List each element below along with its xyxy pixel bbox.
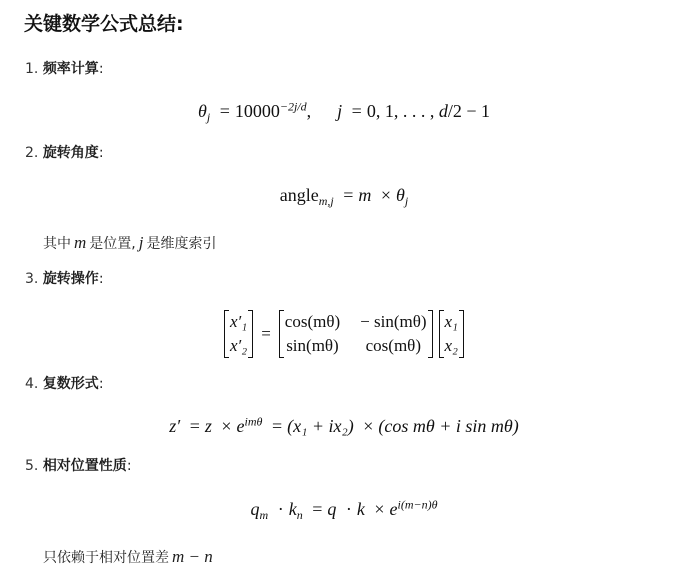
times-sign: ×	[363, 416, 374, 436]
rotation-matrix-formula	[0, 309, 688, 359]
subscript: m	[259, 508, 269, 523]
note-text: 是位置,	[89, 236, 136, 252]
matrix-cell: x₁	[444, 312, 458, 331]
note-variable: m	[74, 233, 87, 252]
item-5-label	[25, 455, 132, 475]
rotation-factor: (cos mθ + i sin mθ)	[378, 416, 519, 436]
matrix-cell: − sin(mθ)	[360, 312, 427, 331]
item-title: 旋转操作	[42, 271, 99, 287]
equals-sign: =	[312, 499, 323, 519]
matrix-cell: x′₁	[230, 312, 248, 331]
key-variable: k	[288, 499, 297, 519]
output-variable: z′	[169, 416, 181, 436]
equals-sign: =	[219, 101, 230, 121]
item-5-note	[43, 547, 216, 567]
item-colon: :	[98, 376, 104, 392]
equals-sign: =	[343, 185, 354, 205]
subscript: j	[404, 194, 409, 209]
note-text: 是维度索引	[146, 236, 217, 252]
dimension-variable: d	[438, 101, 448, 121]
equals-sign: =	[271, 416, 283, 436]
exponent: i(m−n)θ	[397, 497, 438, 512]
item-number: 3.	[25, 271, 39, 287]
item-title: 旋转角度	[42, 145, 99, 161]
item-title: 相对位置性质	[42, 458, 127, 474]
item-1-label	[25, 58, 104, 78]
index-variable: j	[337, 101, 343, 121]
position-variable: m	[358, 185, 372, 205]
item-number: 1.	[25, 61, 39, 77]
index-range: 0, 1, . . . ,	[366, 101, 439, 121]
item-colon: :	[98, 145, 104, 161]
key-variable: k	[356, 499, 365, 519]
subscript: m,j	[318, 194, 334, 209]
item-colon: :	[98, 61, 104, 77]
item-2-note	[43, 233, 216, 253]
exponent: −2j/d	[279, 99, 307, 114]
theta-symbol: θ	[396, 185, 405, 205]
angle-word: angle	[279, 185, 319, 205]
note-text: 只依赖于相对位置差	[43, 550, 169, 566]
rotation-angle-formula	[0, 185, 688, 209]
euler-e: e	[389, 499, 398, 519]
note-text: 其中	[43, 236, 71, 252]
rotation-matrix	[279, 309, 433, 359]
item-colon: :	[126, 458, 132, 474]
item-title: 复数形式	[42, 376, 99, 392]
output-vector	[224, 309, 253, 359]
item-number: 2.	[25, 145, 39, 161]
equals-sign: =	[261, 324, 271, 343]
matrix-cell: x₂	[444, 336, 458, 355]
input-variable: z	[204, 416, 212, 436]
item-4-label	[25, 373, 104, 393]
item-colon: :	[98, 271, 104, 287]
frequency-formula	[0, 99, 688, 125]
input-vector	[439, 309, 464, 359]
item-number: 5.	[25, 458, 39, 474]
theta-symbol: θ	[198, 101, 207, 121]
matrix-cell: cos(mθ)	[284, 312, 341, 331]
item-2-label	[25, 142, 104, 162]
euler-e: e	[236, 416, 245, 436]
page-heading: 关键数学公式总结:	[24, 13, 184, 35]
exponent: imθ	[244, 414, 263, 429]
separator: ,	[306, 101, 312, 121]
query-variable: q	[250, 499, 260, 519]
dot-operator: ·	[277, 499, 284, 519]
complex-form-formula	[0, 416, 688, 437]
item-3-label	[25, 268, 104, 288]
base-value: 10000	[234, 101, 280, 121]
matrix-cell: x′₂	[230, 336, 248, 355]
relative-position-formula	[0, 497, 688, 523]
range-tail: /2 − 1	[447, 101, 490, 121]
complex-pair: (x₁ + ix₂)	[287, 416, 354, 436]
equals-sign: =	[351, 101, 362, 121]
equals-sign: =	[189, 416, 200, 436]
note-variable: j	[138, 233, 144, 252]
matrix-cell: cos(mθ)	[365, 336, 421, 355]
times-sign: ×	[221, 416, 232, 436]
query-variable: q	[327, 499, 337, 519]
note-expression: m − n	[172, 547, 213, 566]
subscript: j	[206, 110, 211, 125]
item-number: 4.	[25, 376, 39, 392]
times-sign: ×	[374, 499, 385, 519]
dot-operator: ·	[345, 499, 352, 519]
times-sign: ×	[380, 185, 392, 205]
matrix-cell: sin(mθ)	[286, 336, 339, 355]
subscript: n	[296, 508, 303, 523]
item-title: 频率计算	[42, 61, 99, 77]
